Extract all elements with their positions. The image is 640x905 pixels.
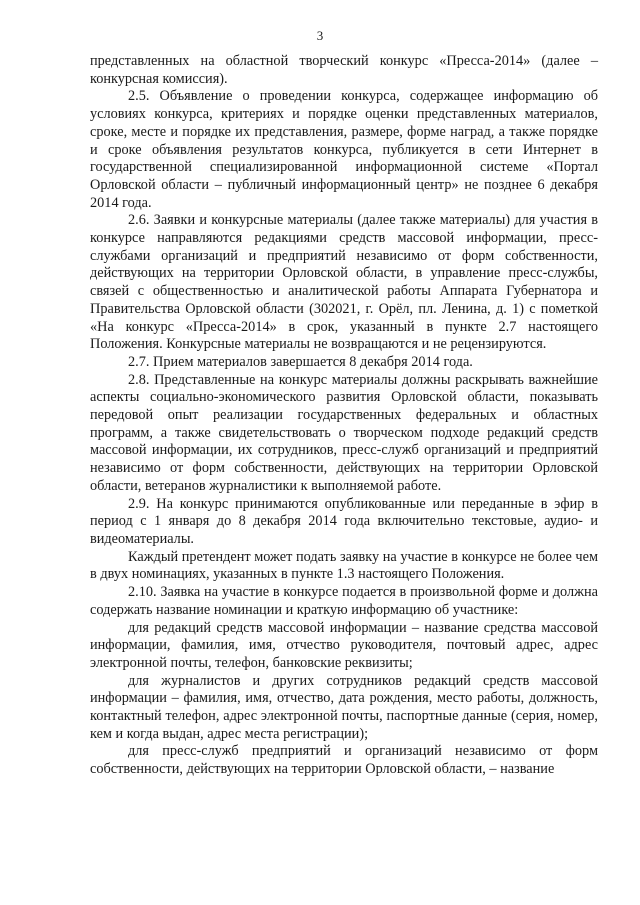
paragraph-journalists: для журналистов и других сотрудников редакций средств массовой информации – фамилия, имя, отчество, дата рождения, место работы, должность, контактный телефон, адрес электронной почты, паспортные данные (серия, номер, кем и когда выдан, адрес места регистрации); [90,672,598,742]
paragraph-2-9: 2.9. На конкурс принимаются опубликованные или переданные в эфир в период с 1 января до 8 декабря 2014 года включительно текстовые, аудио- и видеоматериалы. [90,495,598,547]
paragraph-2-7: 2.7. Прием материалов завершается 8 декабря 2014 года. [128,353,473,370]
paragraph-nomination-limit: Каждый претендент может подать заявку на участие в конкурсе не более чем в двух номинациях, указанных в пункте 1.3 настоящего Положения. [90,548,598,583]
paragraph-2-5: 2.5. Объявление о проведении конкурса, содержащее информацию об условиях конкурса, критериях и порядке оценки представленных материалов, сроке, месте и порядке их представления, размере, форме наград, а также порядке и сроке объявления результатов конкурса, публикуется в сети Интернет в государственной специализированной информационной системе «Портал Орловской области – публичный информационный центр» не позднее 6 декабря 2014 года. [90,88,598,211]
paragraph-continuation: представленных на областной творческий конкурс «Пресса-2014» (далее – конкурсная комиссия). [90,53,598,87]
paragraph-2-8: 2.8. Представленные на конкурс материалы должны раскрывать важнейшие аспекты социально-экономического развития Орловской области, показывать передовой опыт реализации государственных федеральных и областных программ, а также свидетельствовать о творческом подходе редакций средств массовой информации, их сотрудников, пресс-служб организаций и предприятий независимо от форм собственности, действующих на территории Орловской области, ветеранов журналистики к выполняемой работе. [90,371,598,494]
paragraph-2-10: 2.10. Заявка на участие в конкурсе подается в произвольной форме и должна содержать название номинации и краткую информацию об участнике: [90,584,598,618]
paragraph-2-6: 2.6. Заявки и конкурсные материалы (далее также материалы) для участия в конкурсе направляются редакциями средств массовой информации, пресс-службами организаций и предприятий независимо от форм собственности, действующих на территории Орловской области, в управление пресс-службы, связей с общественностью и аналитической работы Аппарата Губернатора и Правительства Орловской области (302021, г. Орёл, пл. Ленина, д. 1) с пометкой «На конкурс «Пресса-2014» в срок, указанный в пункте 2.7 настоящего Положения. Конкурсные материалы не возвращаются и не рецензируются. [90,212,598,353]
paragraph-press-services: для пресс-служб предприятий и организаций независимо от форм собственности, действующих на территории Орловской области, – название [90,743,598,778]
paragraph-media-outlets: для редакций средств массовой информации – название средства массовой информации, фамилия, имя, отчество руководителя, почтовый адрес, адрес электронной почты, телефон, банковские реквизиты; [90,619,598,671]
page-number: 3 [316,28,324,43]
document-body [90,53,598,779]
